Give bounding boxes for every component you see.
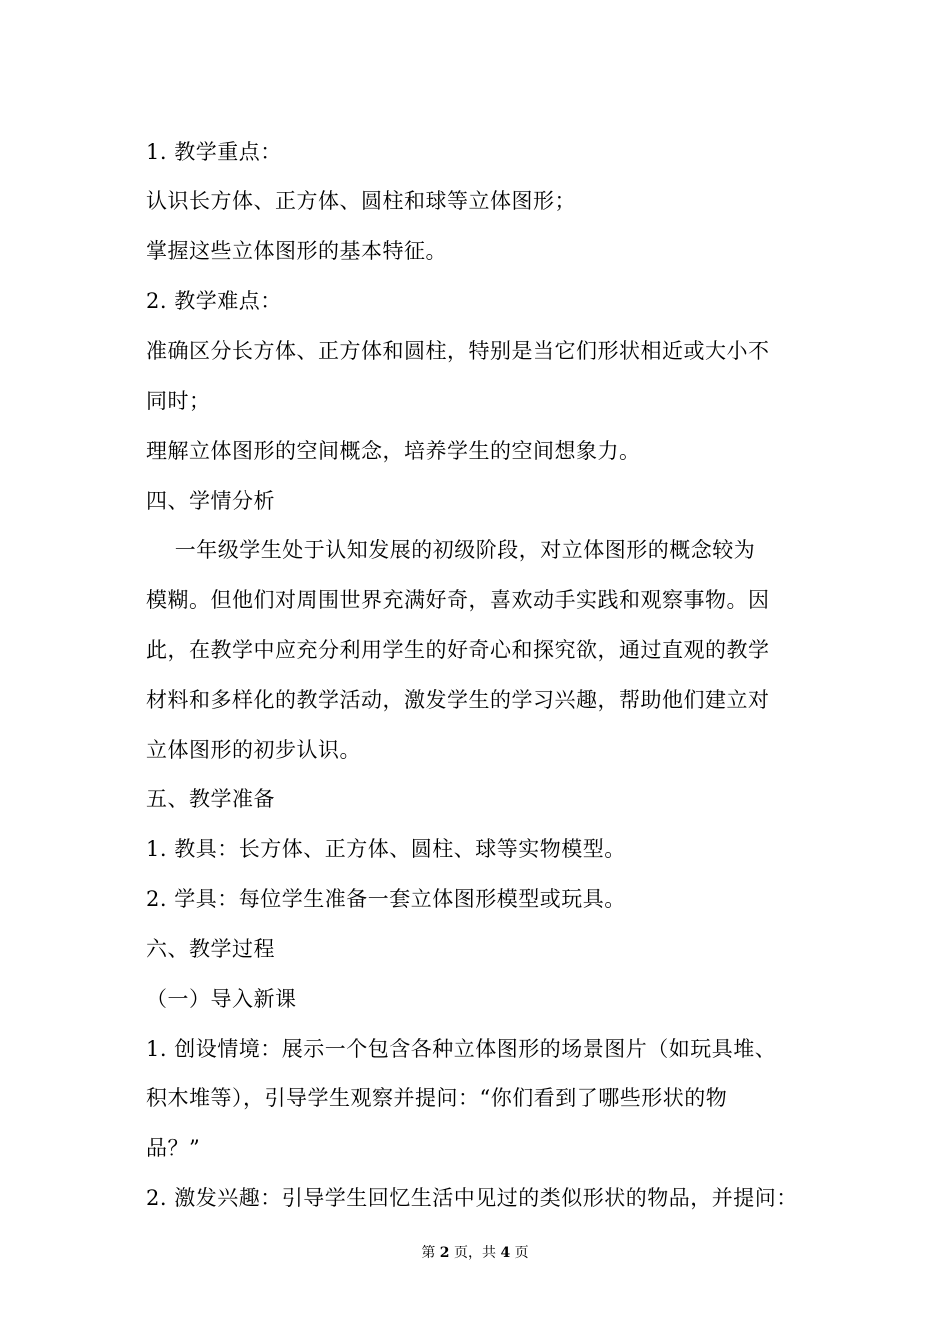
text-line: 准确区分长方体、正方体和圆柱，特别是当它们形状相近或大小不: [146, 339, 770, 363]
text-line: 此，在教学中应充分利用学生的好奇心和探究欲，通过直观的教学: [146, 638, 770, 662]
text-line: 一年级学生处于认知发展的初级阶段，对立体图形的概念较为: [146, 538, 756, 562]
section-heading: 四、学情分析: [146, 489, 275, 513]
text-line: 2. 学具：每位学生准备一套立体图形模型或玩具。: [146, 887, 626, 911]
text-line: 积木堆等），引导学生观察并提问：“你们看到了哪些形状的物: [146, 1086, 728, 1110]
subsection-heading: （一）导入新课: [146, 987, 297, 1011]
text-line: 立体图形的初步认识。: [146, 738, 361, 762]
text-line: 2. 激发兴趣：引导学生回忆生活中见过的类似形状的物品，并提问：: [146, 1186, 798, 1210]
text-line: 品？”: [146, 1136, 201, 1160]
text-line: 掌握这些立体图形的基本特征。: [146, 239, 447, 263]
text-line: 1. 教学重点：: [146, 140, 282, 164]
page-footer: [0, 1243, 950, 1263]
text-line: 理解立体图形的空间概念，培养学生的空间想象力。: [146, 439, 641, 463]
text-line: 同时；: [146, 389, 211, 413]
footer-prefix: 第: [421, 1245, 436, 1261]
text-line: 2. 教学难点：: [146, 289, 282, 313]
text-line: 1. 教具：长方体、正方体、圆柱、球等实物模型。: [146, 837, 626, 861]
footer-suffix: 页: [514, 1245, 529, 1261]
text-line: 材料和多样化的教学活动，激发学生的学习兴趣，帮助他们建立对: [146, 688, 770, 712]
section-heading: 五、教学准备: [146, 787, 275, 811]
text-line: 认识长方体、正方体、圆柱和球等立体图形；: [146, 189, 576, 213]
section-heading: 六、教学过程: [146, 937, 275, 961]
text-line: 模糊。但他们对周围世界充满好奇，喜欢动手实践和观察事物。因: [146, 588, 770, 612]
total-page-number: 4: [500, 1245, 511, 1261]
current-page-number: 2: [439, 1245, 450, 1261]
text-line: 1. 创设情境：展示一个包含各种立体图形的场景图片（如玩具堆、: [146, 1037, 777, 1061]
footer-middle: 页，共: [454, 1245, 496, 1261]
